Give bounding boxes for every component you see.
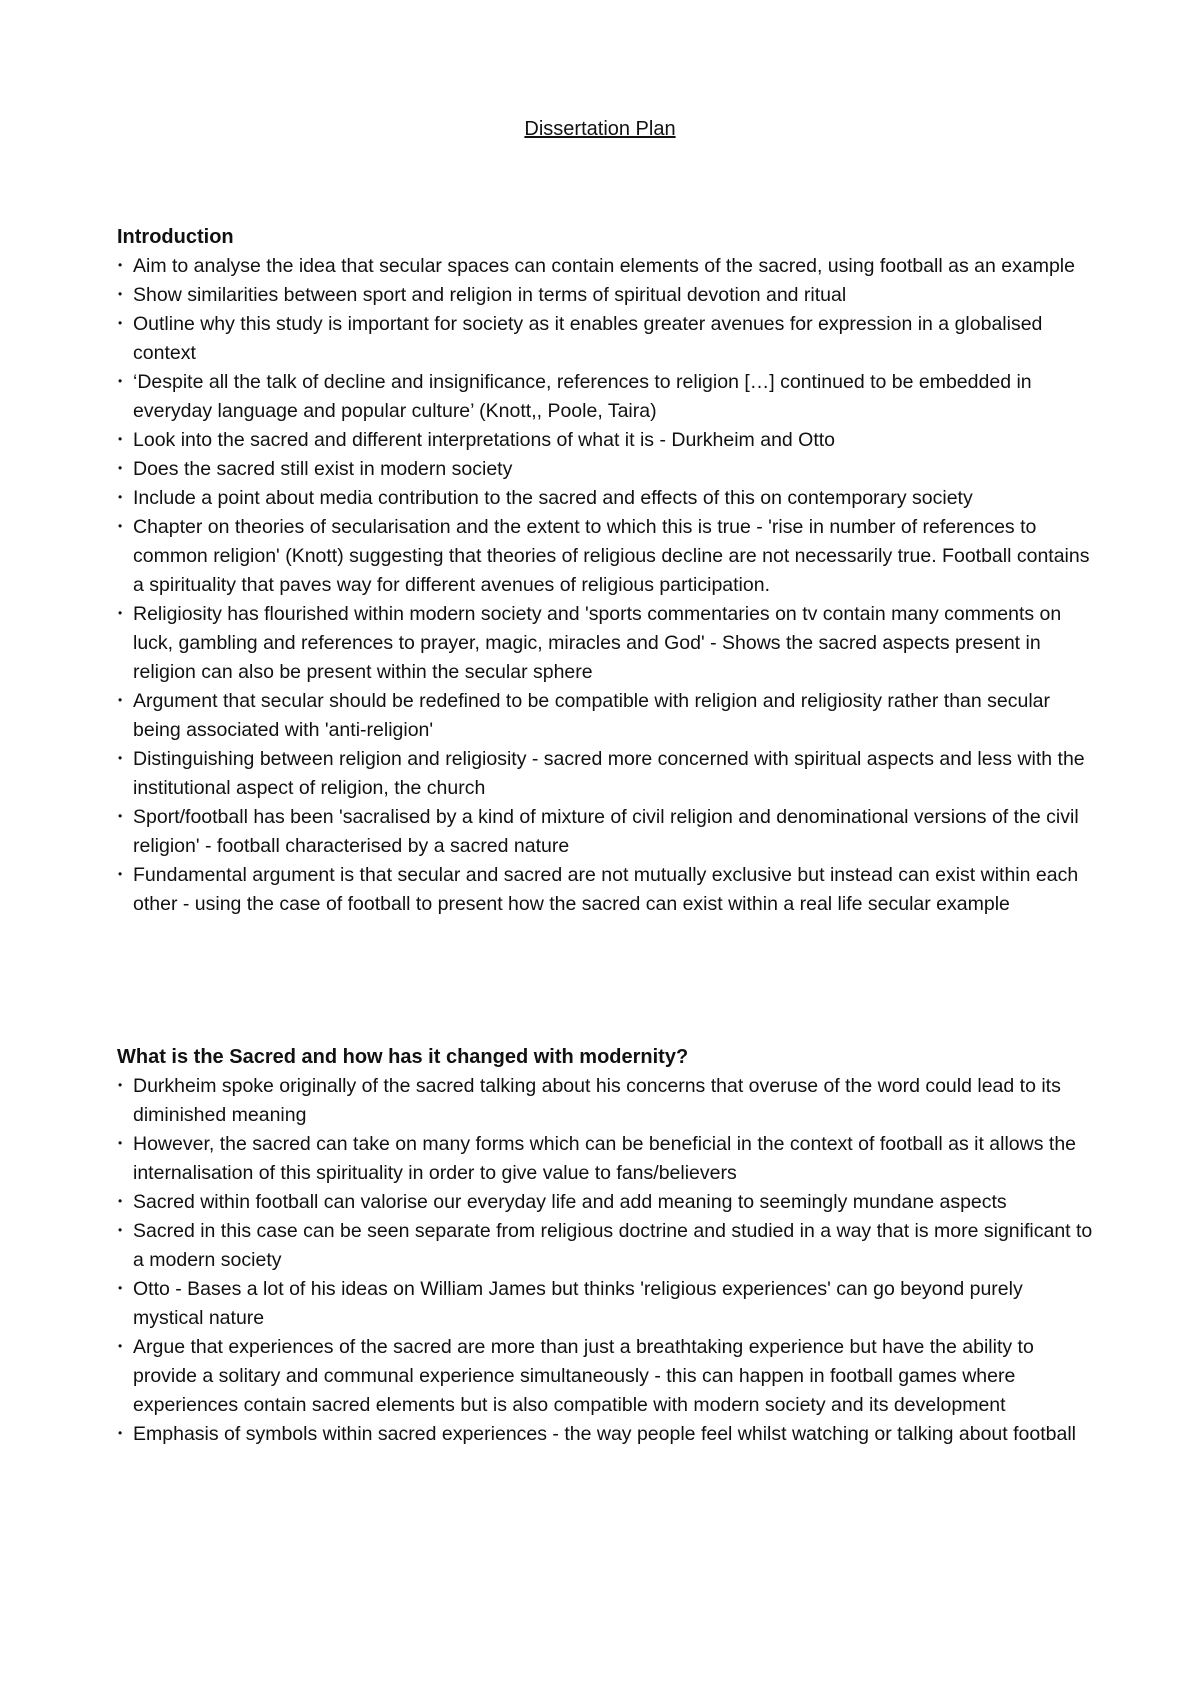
bullet-list — [117, 1072, 1097, 1449]
bullet-icon: • — [118, 1078, 123, 1092]
section-sacred-modernity — [117, 1043, 1097, 1449]
document-title: Dissertation Plan — [524, 118, 676, 140]
list-item — [117, 1188, 1097, 1217]
bullet-icon: • — [118, 1194, 123, 1208]
list-item — [117, 426, 1097, 455]
bullet-icon: • — [118, 1281, 123, 1295]
bullet-icon: • — [118, 867, 123, 881]
bullet-icon: • — [118, 1339, 123, 1353]
bullet-text: Sacred in this case can be seen separate from religious doctrine and studied in a way that is more significant to a modern society — [133, 1220, 1093, 1271]
bullet-text: Chapter on theories of secularisation and the extent to which this is true - 'rise in number of references to common religion' (Knott) suggesting that theories of religious decline are not necessarily true. Football contains a spirituality that paves way for different avenues of religious participation. — [133, 516, 1090, 596]
bullet-icon: • — [118, 1223, 123, 1237]
bullet-text: ‘Despite all the talk of decline and insignificance, references to religion […] continued to be embedded in everyday language and popular culture’ (Knott,, Poole, Taira) — [133, 371, 1032, 422]
bullet-icon: • — [118, 287, 123, 301]
bullet-text: Religiosity has flourished within modern society and 'sports commentaries on tv contain many comments on luck, gambling and references to prayer, magic, miracles and God' - Shows the sacred aspects present in religion can also be present within the secular sphere — [133, 603, 1062, 683]
section-heading: Introduction — [117, 226, 234, 248]
bullet-icon: • — [118, 809, 123, 823]
bullet-text: Durkheim spoke originally of the sacred talking about his concerns that overuse of the word could lead to its diminished meaning — [133, 1075, 1061, 1126]
list-item — [117, 1130, 1097, 1188]
bullet-icon: • — [118, 461, 123, 475]
list-item — [117, 1217, 1097, 1275]
list-item — [117, 1275, 1097, 1333]
bullet-text: Argue that experiences of the sacred are more than just a breathtaking experience but have the ability to provide a solitary and communal experience simultaneously - this can happen in football games where experiences contain sacred elements but is also compatible with modern society and its development — [133, 1336, 1034, 1416]
bullet-icon: • — [118, 1426, 123, 1440]
list-item — [117, 513, 1097, 600]
bullet-icon: • — [118, 490, 123, 504]
list-item — [117, 861, 1097, 919]
list-item — [117, 455, 1097, 484]
list-item — [117, 281, 1097, 310]
bullet-text: Include a point about media contribution to the sacred and effects of this on contemporary society — [133, 487, 973, 509]
list-item — [117, 310, 1097, 368]
bullet-icon: • — [118, 693, 123, 707]
bullet-text: Fundamental argument is that secular and sacred are not mutually exclusive but instead can exist within each other - using the case of football to present how the sacred can exist within a real life secular example — [133, 864, 1079, 915]
section-heading: What is the Sacred and how has it changed with modernity? — [117, 1046, 689, 1068]
bullet-text: Sport/football has been 'sacralised by a kind of mixture of civil religion and denominational versions of the civil religion' - football characterised by a sacred nature — [133, 806, 1079, 857]
bullet-icon: • — [118, 374, 123, 388]
list-item — [117, 745, 1097, 803]
bullet-list — [117, 252, 1097, 919]
bullet-text: Emphasis of symbols within sacred experiences - the way people feel whilst watching or talking about football — [133, 1423, 1076, 1445]
list-item — [117, 252, 1097, 281]
bullet-icon: • — [118, 258, 123, 272]
bullet-icon: • — [118, 606, 123, 620]
bullet-text: Distinguishing between religion and religiosity - sacred more concerned with spiritual aspects and less with the institutional aspect of religion, the church — [133, 748, 1085, 799]
list-item — [117, 1072, 1097, 1130]
list-item — [117, 600, 1097, 687]
list-item — [117, 484, 1097, 513]
bullet-text: Sacred within football can valorise our everyday life and add meaning to seemingly mundane aspects — [133, 1191, 1007, 1213]
bullet-icon: • — [118, 751, 123, 765]
bullet-icon: • — [118, 1136, 123, 1150]
bullet-text: Otto - Bases a lot of his ideas on William James but thinks 'religious experiences' can go beyond purely mystical nature — [133, 1278, 1023, 1329]
bullet-icon: • — [118, 432, 123, 446]
bullet-text: Aim to analyse the idea that secular spaces can contain elements of the sacred, using football as an example — [133, 255, 1075, 277]
bullet-text: Does the sacred still exist in modern society — [133, 458, 513, 480]
section-introduction — [117, 223, 1097, 919]
bullet-icon: • — [118, 519, 123, 533]
bullet-text: Show similarities between sport and religion in terms of spiritual devotion and ritual — [133, 284, 847, 306]
bullet-text: Look into the sacred and different interpretations of what it is - Durkheim and Otto — [133, 429, 836, 451]
list-item — [117, 1333, 1097, 1420]
list-item — [117, 803, 1097, 861]
bullet-text: However, the sacred can take on many forms which can be beneficial in the context of football as it allows the internalisation of this spirituality in order to give value to fans/believers — [133, 1133, 1077, 1184]
bullet-icon: • — [118, 316, 123, 330]
bullet-text: Outline why this study is important for society as it enables greater avenues for expression in a globalised context — [133, 313, 1043, 364]
list-item — [117, 687, 1097, 745]
list-item — [117, 1420, 1097, 1449]
bullet-text: Argument that secular should be redefined to be compatible with religion and religiosity rather than secular being associated with 'anti-religion' — [133, 690, 1051, 741]
list-item — [117, 368, 1097, 426]
